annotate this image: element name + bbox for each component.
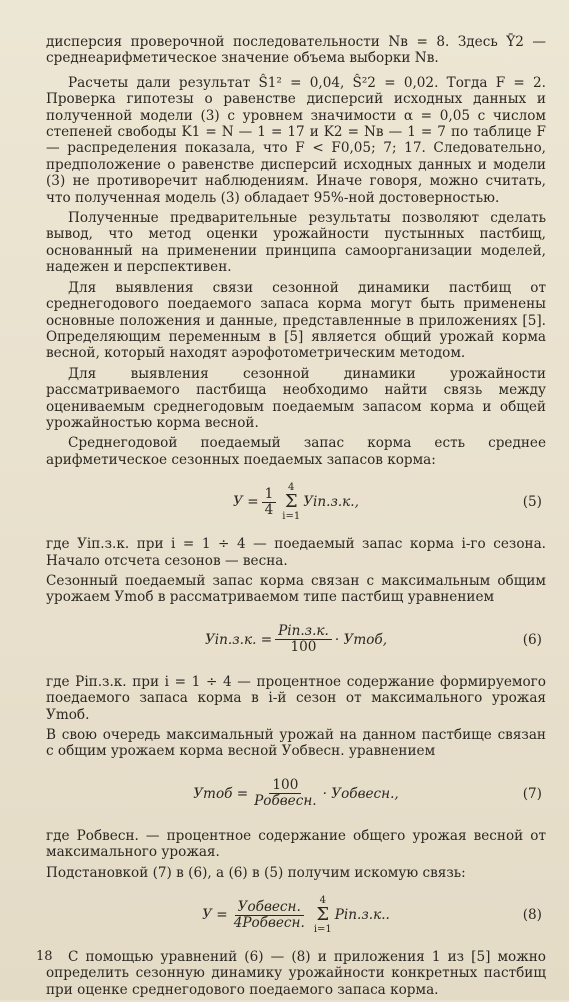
paragraph-12: Подстановкой (7) в (6), а (6) в (5) получим искомую связь: xyxy=(46,864,466,881)
eq7-number: (7) xyxy=(522,785,542,802)
eq8-frac-denominator: 4Pобвесн. xyxy=(233,914,305,931)
eq5-lhs: У = xyxy=(233,493,259,510)
eq6-fraction xyxy=(275,624,332,655)
eq6-frac-numerator: Piп.з.к. xyxy=(275,624,332,640)
text-column xyxy=(46,34,546,1002)
paragraph-3: Полученные предварительные результаты позволяют сделать вывод, что метод оценки урожайности пустынных пастбищ, основанный на применении принципа самоорганизации моделей, надежен и перспективен. xyxy=(46,210,546,276)
eq5-frac-numerator: 1 xyxy=(262,487,277,503)
paragraph-4: Для выявления связи сезонной динамики пастбищ от среднегодового поедаемого запаса корма могут быть применены основные положения и данные, представленные в приложениях [5]. Определяющим переменным в [5] является общий урожай корма весной, который находят аэрофотометрическим методом. xyxy=(46,279,546,362)
paragraph-1: дисперсия проверочной последовательности Nв = 8. Здесь Ȳ2 — среднеарифметическое значение объема выборки Nв. xyxy=(46,34,546,67)
paragraph-8: Сезонный поедаемый запас корма связан с максимальным общим урожаем Уmоб в рассматриваемом типе пастбищ уравнением xyxy=(46,572,546,606)
eq7-frac-numerator: 100 xyxy=(269,778,301,794)
eq6-lhs: Уiп.з.к. = xyxy=(204,631,273,648)
page-number: 18 xyxy=(36,949,53,964)
eq8-fraction xyxy=(231,900,308,931)
paragraph-10: В свою очередь максимальный урожай на данном пастбище связан с общим урожаем корма весной Уобвесн. уравнением xyxy=(46,727,546,760)
paragraph-7: где Уiп.з.к. при i = 1 ÷ 4 — поедаемый запас корма i-го сезона. Начало отсчета сезонов — весна. xyxy=(46,536,546,569)
eq7-lhs: Уmоб = xyxy=(193,785,249,802)
eq5-sum xyxy=(282,482,300,522)
eq5-term: Уiп.з.к., xyxy=(303,493,359,510)
eq6-number: (6) xyxy=(522,631,542,648)
eq8-lhs: У = xyxy=(202,906,228,923)
paragraph-9: где Piп.з.к. при i = 1 ÷ 4 — процентное содержание формируемого поедаемого запаса корма в i-й сезон от максимального урожая Уmоб. xyxy=(46,673,546,723)
eq7-frac-denominator: Pобвесн. xyxy=(254,793,317,810)
equation-6 xyxy=(46,614,546,666)
eq8-frac-numerator: Уобвесн. xyxy=(235,900,304,916)
eq7-fraction xyxy=(251,778,319,809)
eq8-term: Piп.з.к.. xyxy=(334,906,390,923)
equation-8 xyxy=(46,889,546,941)
eq8-sum xyxy=(314,895,332,935)
equation-7 xyxy=(46,768,546,820)
sigma-icon: Σ xyxy=(316,904,330,926)
eq5-frac-denominator: 4 xyxy=(264,501,274,518)
paragraph-6: Среднегодовой поедаемый запас корма есть среднее арифметическое сезонных поедаемых запасов корма: xyxy=(46,435,546,468)
eq6-frac-denominator: 100 xyxy=(290,639,317,656)
sigma-icon: Σ xyxy=(284,491,298,513)
paragraph-5: Для выявления сезонной динамики урожайности рассматриваемого пастбища необходимо найти связь между оцениваемым среднегодовым поедаемым запасом корма и общей урожайностью корма весной. xyxy=(46,365,546,431)
paragraph-11: где Pобвесн. — процентное содержание общего урожая весной от максимального урожая. xyxy=(46,827,546,861)
eq5-sum-bottom: i=1 xyxy=(282,511,301,523)
paragraph-2: Расчеты дали результат Ŝ1² = 0,04, Ŝ²2 = 0,02. Тогда F = 2. Проверка гипотезы о равенстве дисперсий исходных данных и полученной модели (3) с уровнем значимости α = 0,05 с числом степеней свободы K1 = N — 1 = 17 и K2 = Nв — 1 = 7 по таблице F — распределения показала, что F < F0,05; 7; 17. Следовательно, предположение о равенстве дисперсий исходных данных и модели (3) не противоречит наблюдениям. Иначе говоря, можно считать, что полученная модель (3) обладает 95%-ной достоверностью. xyxy=(46,74,546,206)
eq5-fraction xyxy=(262,487,277,518)
eq5-sum-top: 4 xyxy=(288,482,295,494)
eq8-number: (8) xyxy=(522,906,542,923)
eq5-number: (5) xyxy=(522,493,542,510)
paragraph-13: С помощью уравнений (6) — (8) и приложения 1 из [5] можно определить сезонную динамику урожайности конкретных пастбищ при оценке среднегодового поедаемого запаса корма. xyxy=(46,949,546,998)
eq6-term: · Уmоб, xyxy=(334,631,388,648)
equation-5 xyxy=(46,476,546,528)
eq8-sum-bottom: i=1 xyxy=(313,924,332,936)
eq7-term: · Уобвесн., xyxy=(322,785,399,802)
eq8-sum-top: 4 xyxy=(319,895,326,907)
